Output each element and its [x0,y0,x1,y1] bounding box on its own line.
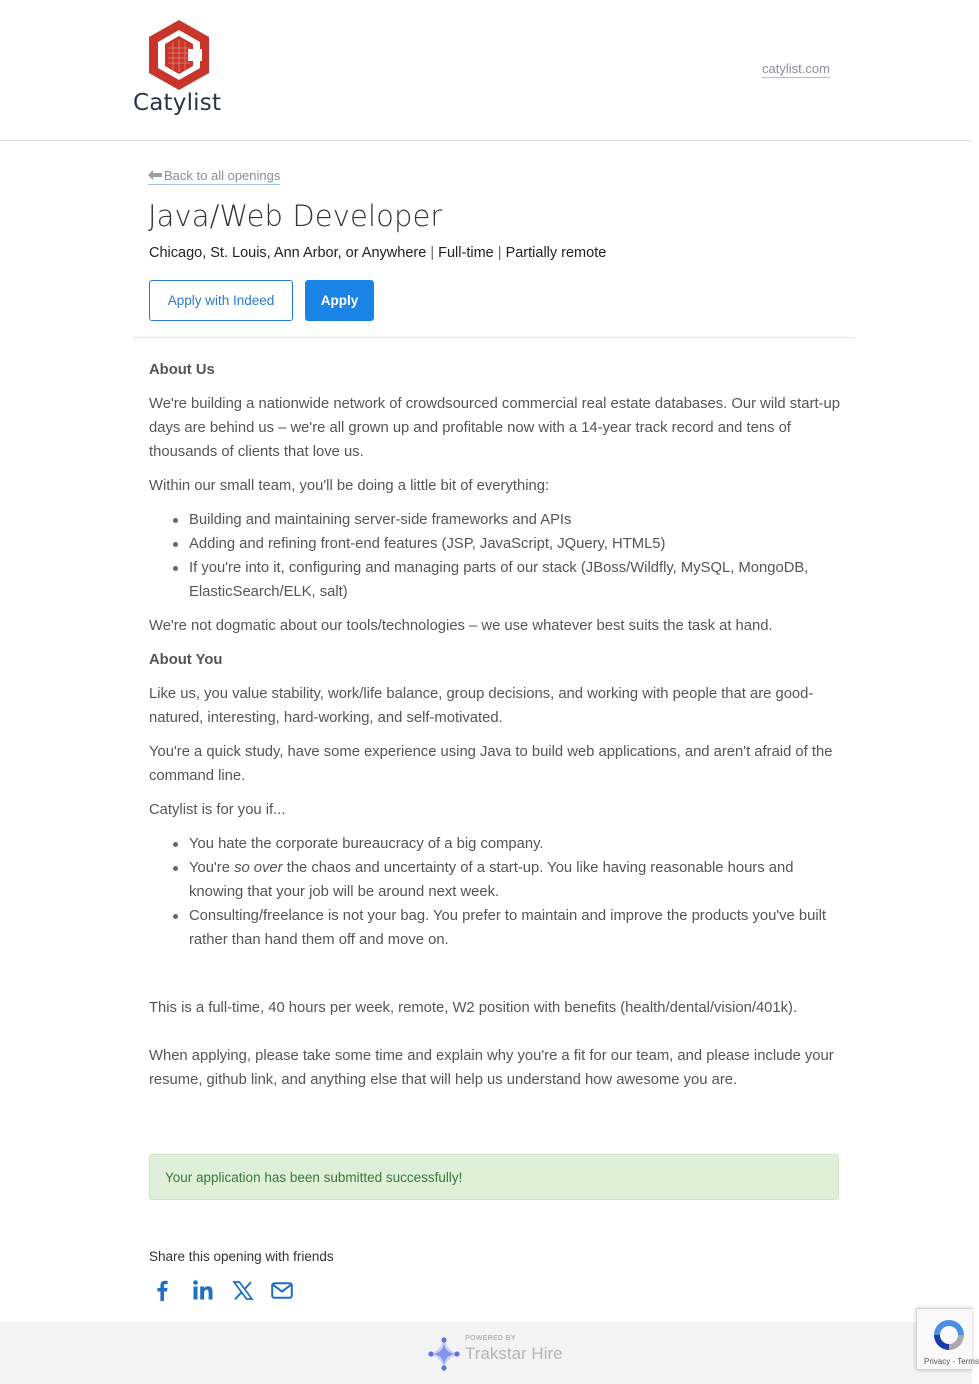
email-icon[interactable] [269,1276,295,1304]
job-location: Chicago, St. Louis, Ann Arbor, or Anywhere [149,245,427,261]
linkedin-icon[interactable] [190,1276,216,1304]
powered-by-label: POWERED BY [465,1335,516,1342]
catylist-logo-icon [146,18,212,92]
recaptcha-links[interactable]: Privacy - Terms [924,1357,979,1366]
back-to-openings-link[interactable] [148,168,280,185]
team-paragraph: Within our small team, you'll be doing a little bit of everything: [149,478,550,494]
x-icon[interactable] [230,1276,256,1304]
position-info-paragraph: This is a full-time, 40 hours per week, remote, W2 position with benefits (health/dental/vision/401k). [149,1000,798,1016]
values-paragraph: Like us, you value stability, work/life balance, group decisions, and working with people that are good-natured, interesting, hard-working, and self-motivated. [149,686,814,726]
duties-list [149,508,849,604]
success-message: Your application has been submitted successfully! [165,1169,463,1185]
job-remote: Partially remote [505,245,607,261]
fit-intro-paragraph: Catylist is for you if... [149,802,286,818]
applying-info-paragraph: When applying, please take some time and explain why you're a fit for our team, and please include your resume, github link, and anything else that will help us understand how awesome you are. [149,1048,834,1088]
job-title: Java/Web Developer [148,199,443,233]
powered-by-trakstar[interactable] [428,1334,568,1372]
catylist-logo[interactable] [133,18,229,122]
list-item: If you're into it, configuring and managing parts of our stack (JBoss/Wildfly, MySQL, MongoDB, ElasticSearch/ELK, salt) [173,556,849,604]
list-item: You hate the corporate bureaucracy of a big company. [173,832,849,856]
apply-button[interactable]: Apply [305,280,374,321]
list-item: Building and maintaining server-side frameworks and APIs [173,508,849,532]
about-us-heading: About Us [149,362,215,378]
recaptcha-badge[interactable] [916,1308,979,1370]
share-label: Share this opening with friends [149,1249,334,1264]
recaptcha-icon [931,1317,967,1353]
back-link-label: Back to all openings [164,168,281,183]
trakstar-hire-label: Trakstar Hire [465,1344,563,1363]
site-link[interactable]: catylist.com [762,61,830,76]
facebook-icon[interactable] [149,1276,175,1304]
fit-emphasis: so over [234,860,283,876]
job-employment-type: Full-time [438,245,494,261]
list-item: Consulting/freelance is not your bag. You prefer to maintain and improve the products you've built rather than hand them off and move on. [173,904,849,952]
meta-separator: | [497,245,502,261]
list-item: Adding and refining front-end features (JSP, JavaScript, JQuery, HTML5) [173,532,849,556]
fit-text: You're [189,860,235,876]
list-item [173,856,849,904]
fit-list [149,832,849,952]
meta-separator: | [430,245,435,261]
logo-text: Catylist [133,90,222,116]
tools-paragraph: We're not dogmatic about our tools/technologies – we use whatever best suits the task at hand. [149,618,773,634]
apply-with-indeed-button[interactable]: Apply with Indeed [149,280,293,321]
about-us-paragraph: We're building a nationwide network of crowdsourced commercial real estate databases. Our wild start-up days are behind us – we're all grown up and profitable now with a 14-year track record and tens of thousands of clients that love us. [149,396,840,460]
job-meta [149,245,606,261]
trakstar-logo-icon [428,1337,460,1371]
fit-text: the chaos and uncertainty of a start-up. You like having reasonable hours and knowing that your job will be around next week. [189,860,794,900]
arrow-left-icon [148,170,162,180]
job-description [149,358,849,1102]
divider [133,337,854,338]
success-alert [149,1154,839,1200]
skills-paragraph: You're a quick study, have some experience using Java to build web applications, and aren't afraid of the command line. [149,744,833,784]
about-you-heading: About You [149,652,223,668]
site-header [0,0,972,141]
